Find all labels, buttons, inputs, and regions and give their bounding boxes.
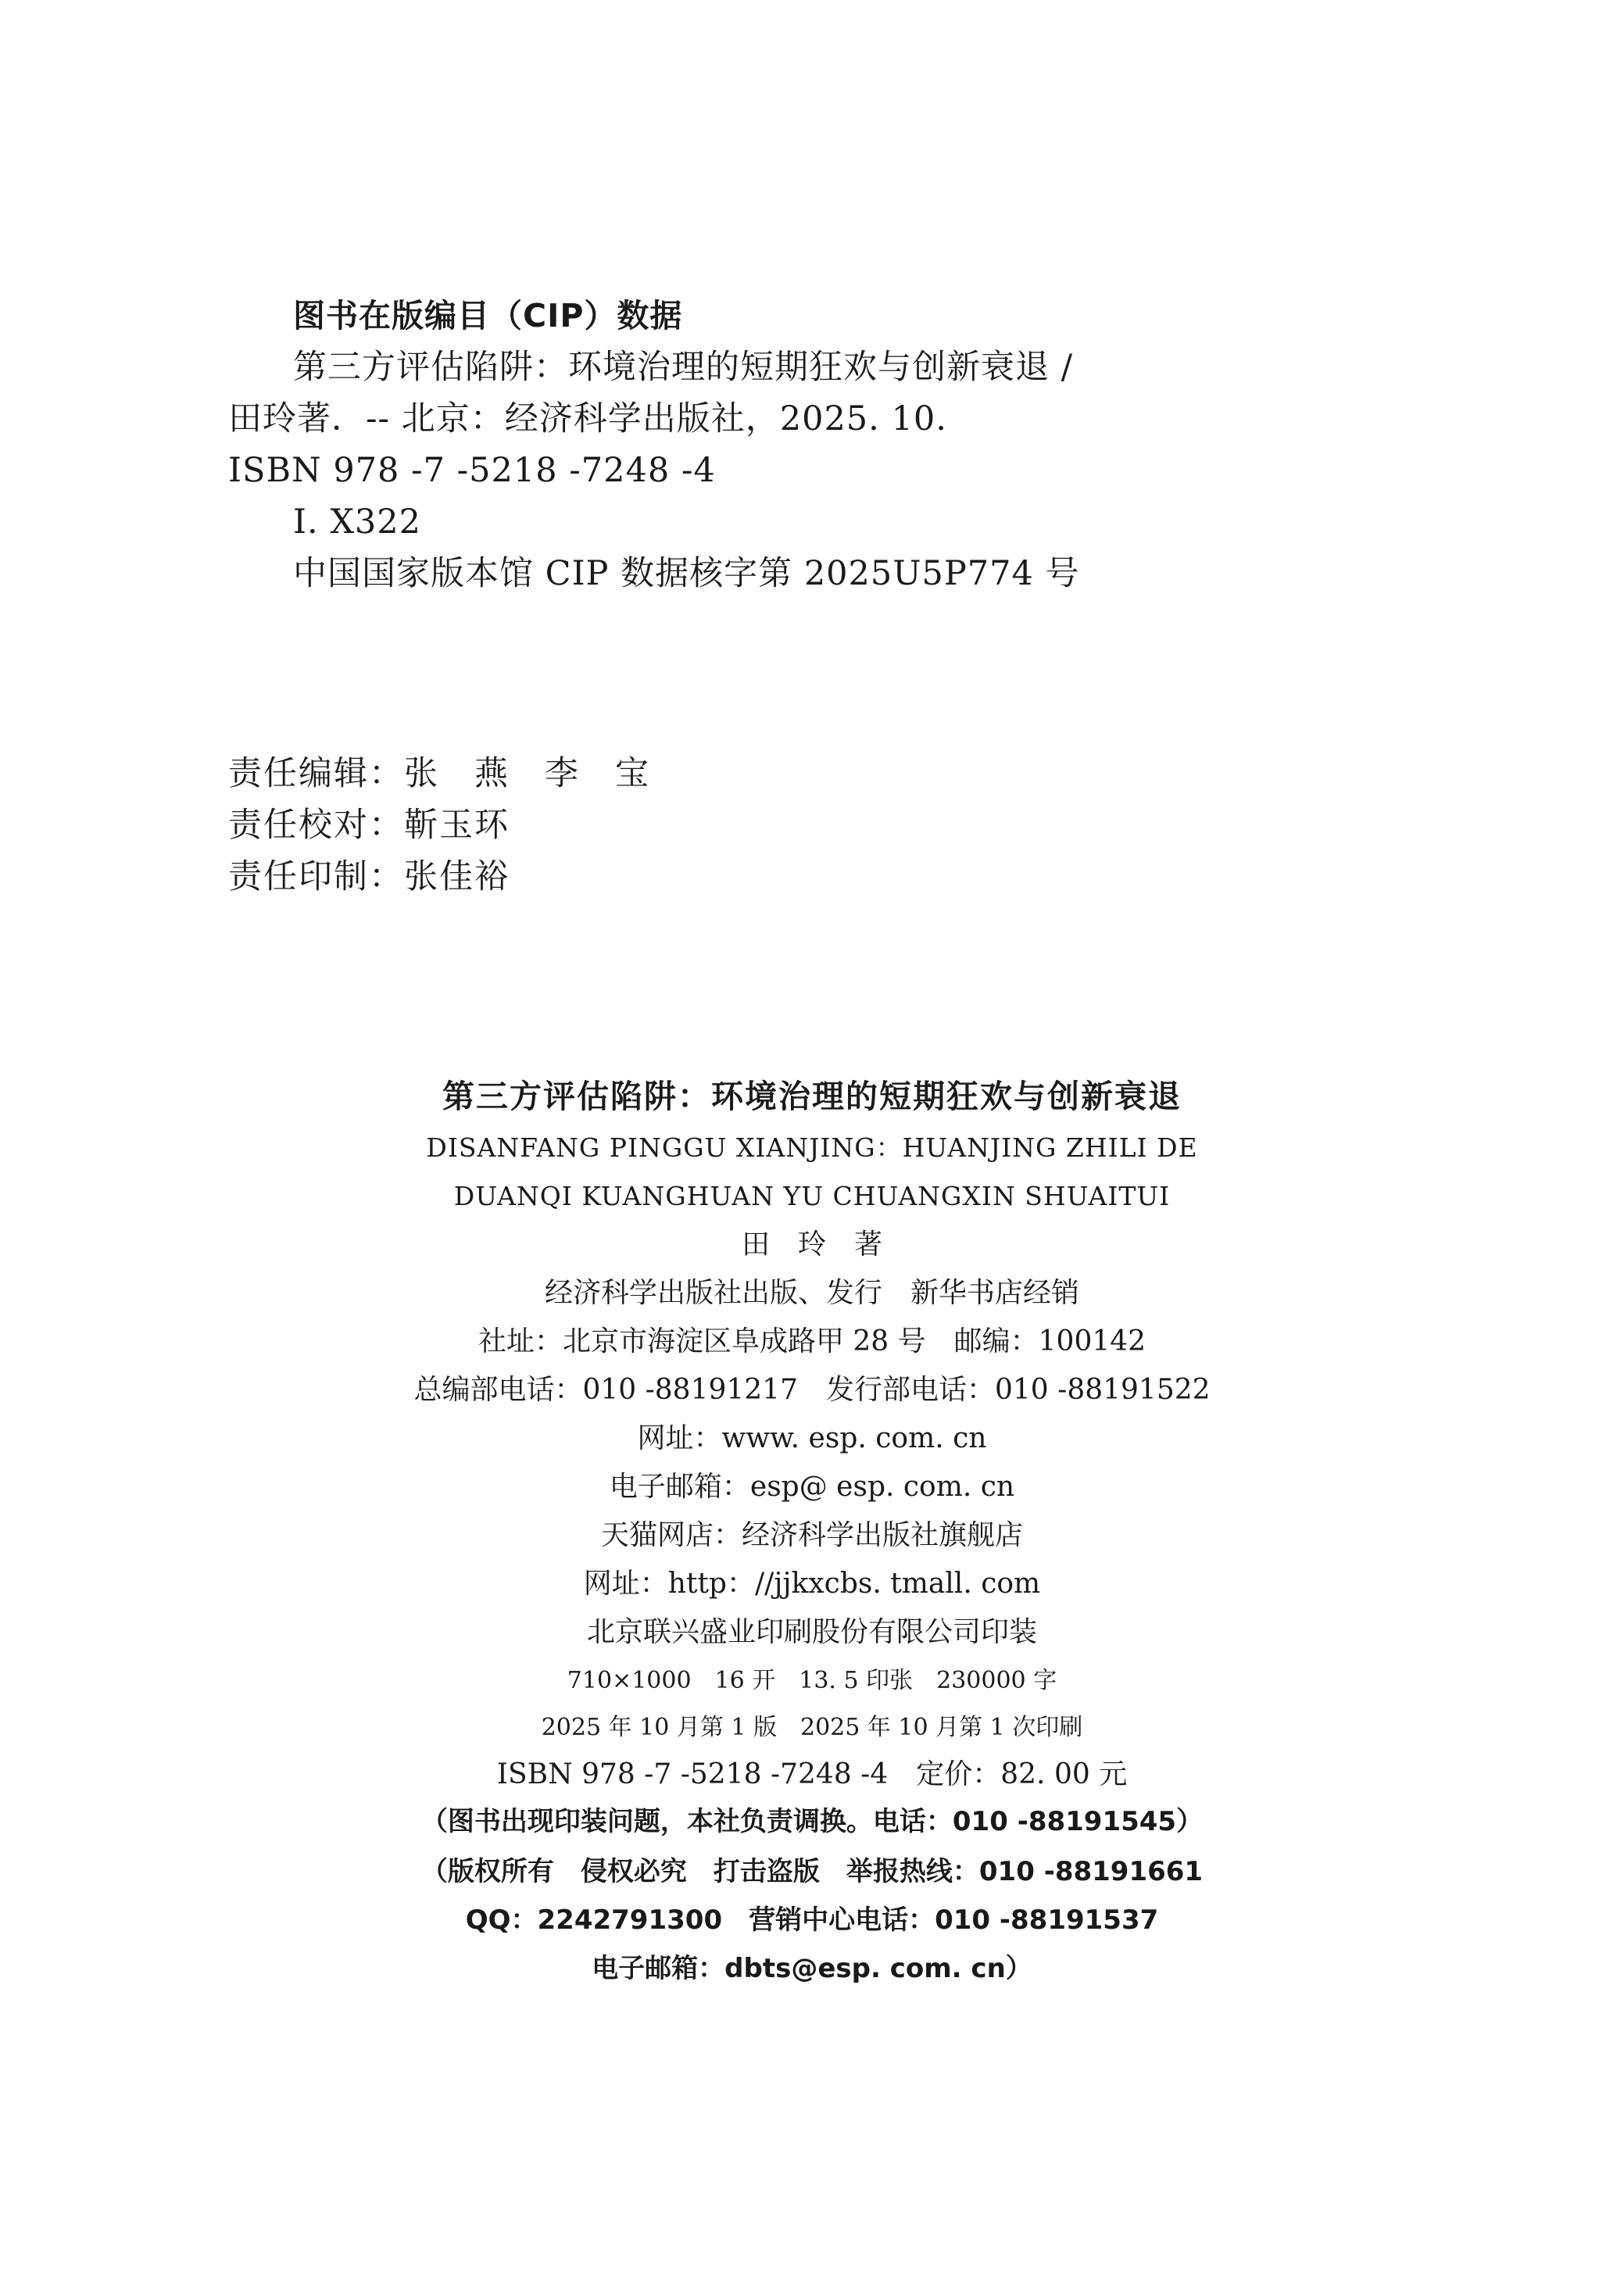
phones-line: 总编部电话：010 -88191217 发行部电话：010 -88191522 bbox=[413, 1374, 1211, 1406]
book-author: 田 玲 著 bbox=[741, 1228, 882, 1261]
website-line: 网址：www. esp. com. cn bbox=[637, 1422, 987, 1454]
book-title: 第三方评估陷阱：环境治理的短期狂欢与创新衰退 bbox=[442, 1078, 1182, 1115]
notice-line-4: 电子邮箱：dbts@esp. com. cn） bbox=[592, 1953, 1032, 1984]
proofreader-line bbox=[228, 805, 510, 846]
cip-isbn-line: ISBN 978 -7 -5218 -7248 -4 bbox=[228, 451, 716, 490]
editor-value: 张 燕 李 宝 bbox=[404, 754, 650, 793]
print-supervisor-line bbox=[228, 857, 510, 897]
tmall-url-line: 网址：http：//jjkxcbs. tmall. com bbox=[583, 1568, 1041, 1600]
cip-author-line: 田玲著．-- 北京：经济科学出版社，2025. 10. bbox=[228, 399, 947, 438]
printer-line: 北京联兴盛业印刷股份有限公司印装 bbox=[586, 1616, 1037, 1648]
isbn-price-line: ISBN 978 -7 -5218 -7248 -4 定价：82. 00 元 bbox=[496, 1758, 1128, 1790]
print-supervisor-label: 责任印制： bbox=[228, 857, 404, 896]
notice-line-1: （图书出现印装问题，本社负责调换。电话：010 -88191545） bbox=[420, 1806, 1204, 1837]
edition-line: 2025 年 10 月第 1 版 2025 年 10 月第 1 次印刷 bbox=[541, 1714, 1083, 1741]
email-line: 电子邮箱：esp@ esp. com. cn bbox=[609, 1471, 1015, 1503]
cip-class-line: Ⅰ. X322 bbox=[293, 502, 422, 542]
proofreader-label: 责任校对： bbox=[228, 806, 404, 845]
publisher-line: 经济科学出版社出版、发行 新华书店经销 bbox=[544, 1277, 1079, 1309]
pinyin-title-line-2: DUANQI KUANGHUAN YU CHUANGXIN SHUAITUI bbox=[453, 1181, 1171, 1211]
print-supervisor-value: 张佳裕 bbox=[404, 857, 510, 896]
notice-line-3: QQ：2242791300 营销中心电话：010 -88191537 bbox=[465, 1904, 1159, 1936]
editor-responsible-line bbox=[228, 753, 650, 794]
format-line: 710×1000 16 开 13. 5 印张 230000 字 bbox=[567, 1667, 1057, 1694]
cip-record-line: 中国国家版本馆 CIP 数据核字第 2025U5P774 号 bbox=[293, 554, 1080, 593]
cip-title-line: 第三方评估陷阱：环境治理的短期狂欢与创新衰退 / bbox=[293, 348, 1074, 387]
pinyin-title-line-1: DISANFANG PINGGU XIANJING：HUANJING ZHILI DE bbox=[426, 1132, 1198, 1163]
address-line: 社址：北京市海淀区阜成路甲 28 号 邮编：100142 bbox=[478, 1325, 1146, 1357]
notice-line-2: （版权所有 侵权必究 打击盗版 举报热线：010 -88191661 bbox=[420, 1856, 1204, 1887]
tmall-shop-line: 天猫网店：经济科学出版社旗舰店 bbox=[600, 1519, 1023, 1551]
proofreader-value: 靳玉环 bbox=[404, 806, 510, 845]
cip-heading: 图书在版编目（CIP）数据 bbox=[293, 297, 683, 334]
editor-label: 责任编辑： bbox=[228, 754, 404, 793]
